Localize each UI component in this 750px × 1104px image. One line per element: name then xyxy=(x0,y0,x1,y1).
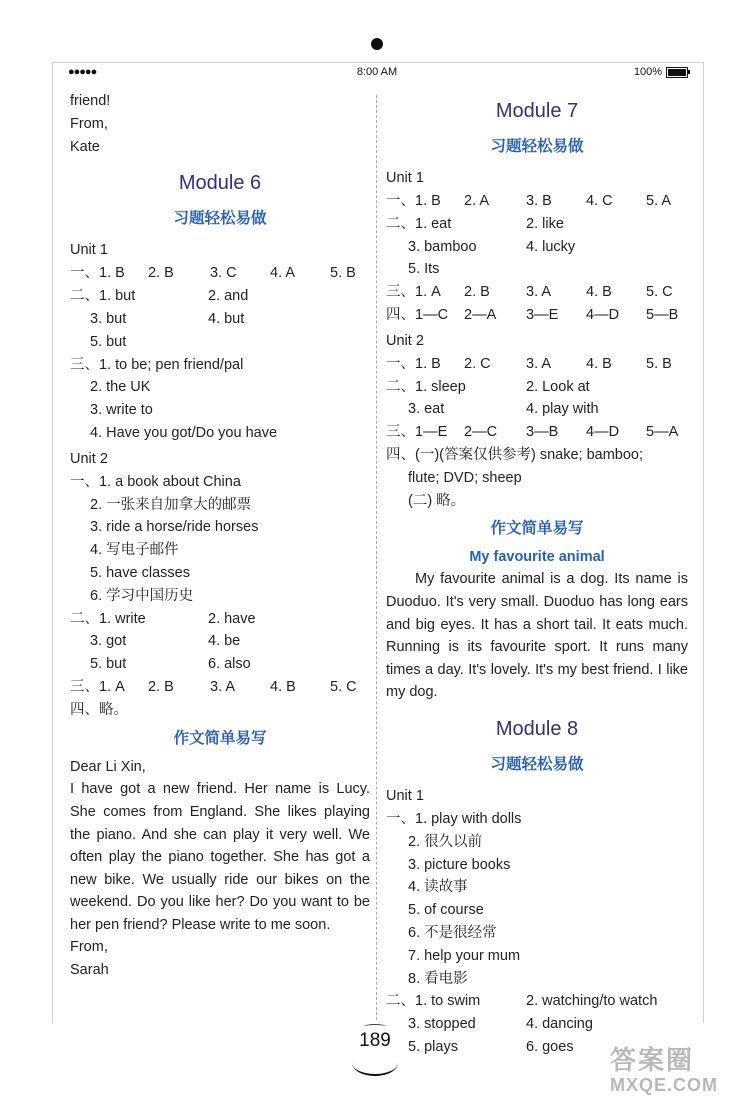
answer: 7. help your mum xyxy=(408,947,521,964)
answer: 4—D xyxy=(586,424,620,441)
answer: 四、略。 xyxy=(70,701,128,718)
answer-row xyxy=(386,899,688,922)
answer: 2. the UK xyxy=(90,379,151,396)
answer: 2. watching/to watch xyxy=(526,993,658,1010)
answer: 5. B xyxy=(330,265,356,282)
answer: 5. A xyxy=(646,193,671,209)
answer-row xyxy=(386,398,688,421)
answer: 3. A xyxy=(210,678,235,695)
answer: 2. A xyxy=(464,193,489,209)
module-7-unit-1-label: Unit 1 xyxy=(386,170,424,186)
answer: 4. be xyxy=(208,633,241,650)
answer: 3—B xyxy=(526,424,559,441)
answer: 6. also xyxy=(208,656,251,673)
answer-row xyxy=(386,353,688,376)
answer: 5. plays xyxy=(408,1038,458,1055)
letter-tail-line: Kate xyxy=(70,138,100,155)
answer: 4. B xyxy=(270,678,296,695)
answer: 4. Have you got/Do you have xyxy=(90,424,278,441)
answer: 4—D xyxy=(586,306,620,323)
answer: 5. but xyxy=(90,333,127,350)
answer-row xyxy=(70,653,370,676)
answer-row xyxy=(70,676,370,699)
answer: 2. Look at xyxy=(526,378,590,395)
answer-row xyxy=(386,990,688,1013)
answer-row xyxy=(386,236,688,259)
answer: 一、1. a book about China xyxy=(70,473,241,490)
module-6-title: Module 6 xyxy=(178,172,262,195)
answer: 四、1—C xyxy=(386,306,449,323)
watermark-url: MXQE.COM xyxy=(610,1075,719,1095)
essay-closing: From, xyxy=(70,939,108,956)
answer: 二、1. eat xyxy=(386,215,452,232)
answer-row xyxy=(386,490,688,513)
right-column xyxy=(386,86,688,1059)
module-8-unit-1-label: Unit 1 xyxy=(386,787,424,804)
answer: 4. but xyxy=(208,310,245,327)
answer: 二、1. write xyxy=(70,610,146,627)
answer: 2. 很久以前 xyxy=(408,833,483,850)
answer: 3. A xyxy=(526,284,551,301)
letter-tail-line: From, xyxy=(70,115,108,132)
answer: 5. C xyxy=(330,678,357,695)
answer: 2. C xyxy=(464,355,491,372)
answer: 4. play with xyxy=(526,401,599,418)
essay-body: I have got a new friend. Her name is Lucy. She comes from England. She likes playing the piano. And she can play it very well. We often play the piano together. She has got a new bike. We usually ride our bikes on the weekend. Do you like her? Do you want to be her pen friend? Please write to me soon. xyxy=(70,781,370,933)
answer: 二、1. sleep xyxy=(386,378,466,395)
answer: 3. picture books xyxy=(408,856,511,873)
answer-row xyxy=(386,190,688,213)
module-6-essay-heading: 作文简单易写 xyxy=(173,729,267,747)
answer: 8. 看电影 xyxy=(408,970,468,987)
answer: 3. ride a horse/ride horses xyxy=(90,519,259,536)
answer-row xyxy=(70,354,370,377)
answer-row xyxy=(386,876,688,899)
module-7-title: Module 7 xyxy=(495,100,579,122)
answer-row xyxy=(70,331,370,354)
answer-row xyxy=(386,421,688,444)
column-divider xyxy=(376,95,377,1020)
battery-icon xyxy=(666,67,688,78)
answer: 6. 不是很经常 xyxy=(408,924,497,941)
answer-row xyxy=(70,585,370,608)
answer: 3. eat xyxy=(408,401,445,418)
watermark-logo-text: 答案圈 xyxy=(610,1045,695,1075)
answer: 2. and xyxy=(208,288,249,305)
letter-tail-line: friend! xyxy=(70,93,111,109)
answer: 2. B xyxy=(148,678,174,695)
answer: 4. 读故事 xyxy=(408,879,468,896)
module-8-title: Module 8 xyxy=(495,717,579,740)
answer: 2. have xyxy=(208,610,256,627)
left-column xyxy=(70,90,370,982)
essay-greeting: Dear Li Xin, xyxy=(70,758,146,775)
battery-percent: 100% xyxy=(633,66,662,78)
answer: 一、1. play with dolls xyxy=(386,810,522,827)
answer: 5. B xyxy=(646,355,672,372)
answer-row xyxy=(70,262,370,285)
answer: 3. got xyxy=(90,633,127,650)
answer: 2. 一张来自加拿大的邮票 xyxy=(90,496,252,513)
answer: 3—E xyxy=(526,306,559,323)
answer: 二、1. but xyxy=(70,288,136,305)
answer-row xyxy=(386,854,688,877)
answer: 2. B xyxy=(464,284,490,301)
answer: 4. A xyxy=(270,265,295,282)
answer: 一、1. B xyxy=(70,265,125,282)
module-6-unit-2-label: Unit 2 xyxy=(70,450,108,467)
answer-row xyxy=(386,808,688,831)
answer-row xyxy=(70,539,370,562)
answer-row xyxy=(386,444,688,467)
module-7-essay-heading: 作文简单易写 xyxy=(490,520,584,538)
status-bar xyxy=(60,64,694,82)
answer: (二) 略。 xyxy=(408,492,466,509)
answer: 2. B xyxy=(148,265,174,282)
answer: 6. goes xyxy=(526,1038,574,1055)
answer: 5. Its xyxy=(408,261,440,278)
answer: 3. C xyxy=(210,265,237,282)
answer: 5. but xyxy=(90,656,127,673)
answer: 三、1—E xyxy=(386,424,448,441)
answer-row xyxy=(70,422,370,445)
camera-dot xyxy=(371,38,383,50)
answer-row xyxy=(70,630,370,653)
module-7-exercise-heading: 习题轻松易做 xyxy=(490,138,584,155)
page-number-ornament-top xyxy=(364,1024,386,1029)
answer-row xyxy=(70,516,370,539)
answer-row xyxy=(70,376,370,399)
answer-row xyxy=(386,922,688,945)
answer: 三、1. to be; pen friend/pal xyxy=(70,356,244,373)
answer-row xyxy=(386,467,688,490)
essay-title: My favourite animal xyxy=(469,549,605,566)
answer: 三、1. A xyxy=(386,284,441,301)
answer-row xyxy=(386,1013,688,1036)
answer: 二、1. to swim xyxy=(386,993,481,1010)
answer-row xyxy=(386,281,688,304)
answer: 3. but xyxy=(90,310,127,327)
essay-body: My favourite animal is a dog. Its name is Duoduo. It's very small. Duoduo has long ears and big eyes. It has a short tail. It eats much. Running is its favourite sport. It runs many times a day. It's lovely. It's my best friend. I like my dog. xyxy=(386,571,688,701)
answer-row xyxy=(70,562,370,585)
page-number-ornament xyxy=(352,1050,398,1076)
answer-row xyxy=(70,699,370,722)
module-6-unit-1-label: Unit 1 xyxy=(70,242,108,259)
answer: 四、(一)(答案仅供参考) snake; bamboo; xyxy=(386,446,644,463)
module-6-exercise-heading: 习题轻松易做 xyxy=(173,210,267,228)
answer-row xyxy=(386,304,688,327)
answer: 5. have classes xyxy=(90,564,190,581)
answer: 4. lucky xyxy=(526,238,576,255)
module-8-exercise-heading: 习题轻松易做 xyxy=(490,755,584,773)
answer-row xyxy=(70,285,370,308)
answer: 3. B xyxy=(526,193,552,209)
answer: 3. stopped xyxy=(408,1016,476,1033)
answer: 4. 写电子邮件 xyxy=(90,542,179,559)
answer: 3. write to xyxy=(90,402,153,419)
answer: 2. like xyxy=(526,215,564,232)
essay-signature: Sarah xyxy=(70,962,109,979)
answer: 一、1. B xyxy=(386,355,441,372)
battery-status xyxy=(634,66,688,78)
answer: 4. B xyxy=(586,355,612,372)
status-time: 8:00 AM xyxy=(356,66,398,78)
answer: 2—A xyxy=(464,306,497,323)
answer: 三、1. A xyxy=(70,678,125,695)
answer: 4. dancing xyxy=(526,1016,593,1033)
answer: 2—C xyxy=(464,424,498,441)
answer: 4. C xyxy=(586,193,613,209)
answer: 一、1. B xyxy=(386,193,441,209)
answer-row xyxy=(70,471,370,494)
answer-row xyxy=(386,213,688,236)
answer: 3. bamboo xyxy=(408,238,477,255)
answer: 5. of course xyxy=(408,902,484,919)
module-7-unit-2-label: Unit 2 xyxy=(386,332,424,349)
site-watermark xyxy=(610,1040,750,1104)
answer-row xyxy=(386,831,688,854)
page-number: 189 xyxy=(359,1030,391,1051)
answer: 5—B xyxy=(646,306,679,323)
answer-row xyxy=(386,258,688,281)
answer: 3. A xyxy=(526,355,551,372)
answer: flute; DVD; sheep xyxy=(408,469,522,486)
answer-row xyxy=(70,494,370,517)
answer-row xyxy=(70,608,370,631)
answer: 5—A xyxy=(646,424,679,441)
answer-row xyxy=(386,376,688,399)
signal-icon: ●●●●● xyxy=(68,66,97,78)
answer: 4. B xyxy=(586,284,612,301)
answer: 6. 学习中国历史 xyxy=(90,587,194,604)
answer-row xyxy=(386,968,688,991)
answer-row xyxy=(70,399,370,422)
answer-row xyxy=(70,308,370,331)
answer: 5. C xyxy=(646,284,673,301)
answer-row xyxy=(386,945,688,968)
